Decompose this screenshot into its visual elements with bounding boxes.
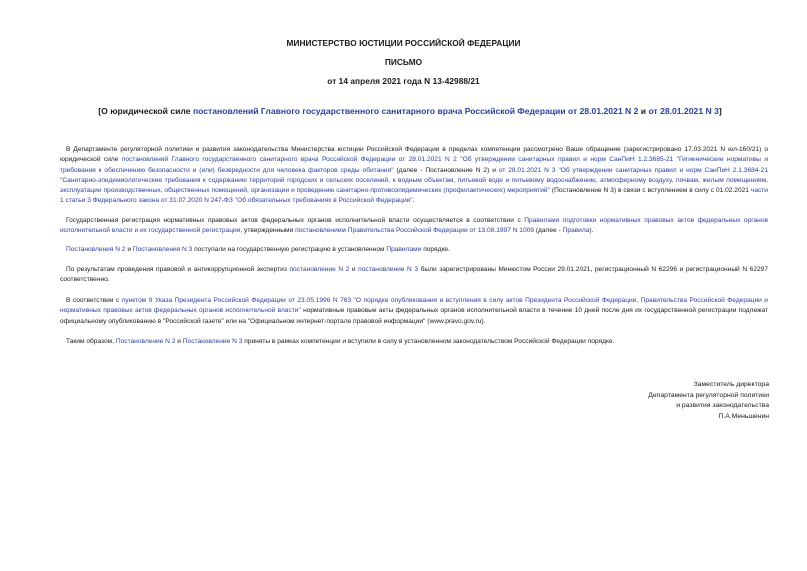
p4-text-2: и — [349, 266, 359, 273]
p5-text-1: В соответствии с — [66, 297, 122, 304]
subject-close: ] — [718, 106, 722, 116]
document-type-heading: ПИСЬМО — [384, 57, 423, 67]
paragraph-5 — [60, 296, 768, 327]
p6-link-resolution-3[interactable]: Постановление N 3 — [182, 338, 243, 345]
p6-text-1: Таким образом, — [66, 338, 116, 345]
p2-text-1: Государственная регистрация нормативных правовых актов федеральных органов исполнительной власти осуществляется в соответствии с — [66, 217, 525, 224]
p3-text-2: поступали на государственную регистрацию в установленном — [192, 246, 387, 253]
document-subject — [60, 106, 760, 116]
p2-text-3: (далее - — [533, 227, 563, 235]
paragraph-1 — [60, 145, 768, 207]
p1-text-1: В Департаменте регуляторной политики и развития законодательства Министерства юстиции Российской Федерации в пределах компетенции рассмотрено Ваше обращение (зарегистрировано 17.03.2021 N юл-160/21) о юридической силе — [60, 146, 768, 164]
p2-text-4: ). — [589, 227, 594, 235]
p5-link-presidential-decree[interactable]: пунктом 9 Указа Президента Российской Федерации от 23.05.1996 N 763 "О порядке опубликования и вступления в силу актов Президента Российской Федерации, Правительства Российской Федерации и нормативных правовых актов федеральных органов исполнительной власти" — [60, 297, 768, 315]
p3-link-resolution-2[interactable]: Постановления N 2 — [66, 246, 126, 253]
p4-text-1: По результатам проведения правовой и антикоррупционной экспертиз — [66, 266, 290, 273]
p3-text-1: и — [125, 246, 133, 253]
p3-link-resolution-3[interactable]: Постановления N 3 — [132, 246, 193, 253]
subject-open: [О юридической силе — [98, 106, 193, 116]
p2-link-government-resolution[interactable]: постановлением Правительства Российской Федерации от 13.08.1997 N 1009 — [295, 227, 534, 235]
signature-department: Департамента регуляторной политики — [648, 391, 769, 399]
p3-text-3: порядке. — [421, 246, 450, 253]
subject-mid: и — [638, 106, 649, 116]
paragraph-3 — [60, 245, 768, 255]
signature-position: Заместитель директора — [693, 381, 769, 388]
paragraph-2 — [60, 216, 768, 237]
signature-block — [569, 380, 769, 423]
p1-text-3: (Постановление N 3) в связи с вступлением в силу с 01.02.2021 — [549, 187, 751, 195]
p1-link-federal-law[interactable]: части 1 статьи 3 Федерального закона от 31.07.2020 N 247-ФЗ "Об обязательных требованиях в Российской Федерации" — [60, 187, 768, 205]
subject-link-resolution-3[interactable]: от 28.01.2021 N 3 — [648, 106, 719, 116]
p2-text-2: , утвержденными — [240, 227, 296, 235]
paragraph-6 — [60, 337, 768, 347]
signature-name: П.А.Меньшенин — [718, 413, 769, 421]
ministry-heading: МИНИСТЕРСТВО ЮСТИЦИИ РОССИЙСКОЙ ФЕДЕРАЦИИ — [286, 38, 521, 48]
p2-link-rules[interactable]: Правилами подготовки нормативных правовых актов федеральных органов исполнительной власти и их государственной регистрации — [60, 217, 768, 235]
p6-link-resolution-2[interactable]: Постановление N 2 — [115, 338, 176, 345]
p1-link-resolution-2[interactable]: постановлений Главного государственного санитарного врача Российской Федерации от 28.01.2021 N 2 "Об утверждении санитарных правил и норм СанПиН 1.2.3685-21 "Гигиенические нормативы и требования к обеспечению безопасности и (или) безвредности для человека факторов среды обитания" — [60, 156, 768, 174]
subject-link-resolution-2[interactable]: постановлений Главного государственного санитарного врача Российской Федерации от 28.01.2021 N 2 — [192, 106, 639, 116]
p4-link-resolution-2[interactable]: постановление N 2 — [289, 266, 350, 273]
p4-text-3: были зарегистрированы Минюстом России 29.01.2021, регистрационный N 62296 и регистрационный N 62297 соответственно. — [60, 266, 768, 284]
p1-text-2: (далее - Постановление N 2) и — [393, 166, 499, 174]
p1-text-4: . — [412, 197, 415, 205]
p2-link-rules-short[interactable]: Правила — [562, 227, 590, 235]
date-number-heading: от 14 апреля 2021 года N 13-42988/21 — [327, 76, 480, 86]
p4-link-resolution-3[interactable]: постановление N 3 — [358, 266, 419, 273]
p3-link-rules[interactable]: Правилами — [386, 246, 422, 253]
p1-link-resolution-3[interactable]: от 28.01.2021 N 3 "Об утверждении санитарных правил и норм СанПиН 2.1.3684-21 "Санитарно-эпидемиологические требования к содержанию территорий городских и сельских поселений, к водным объектам, питьевой воде и питьевому водоснабжению, атмосферному воздуху, почвам, жилым помещениям, эксплуатации производственных, общественных помещений, организации и проведению санитарно-противоэпидемических (профилактических) мероприятий" — [60, 166, 768, 195]
paragraph-4 — [60, 265, 768, 286]
p6-text-3: приняты в рамках компетенции и вступили в силу в установленном законодательством Российской Федерации порядке. — [242, 338, 615, 345]
p6-text-2: и — [175, 338, 183, 345]
signature-department-cont: и развития законодательства — [676, 402, 769, 410]
p5-text-2: нормативные правовые акты федеральных органов исполнительной власти в течение 10 дней после дня их государственной регистрации подлежат официальному опубликованию в "Российской газете" или на "Официальном интернет-портале правовой информации" (www.pravo.gov.ru). — [60, 307, 768, 325]
